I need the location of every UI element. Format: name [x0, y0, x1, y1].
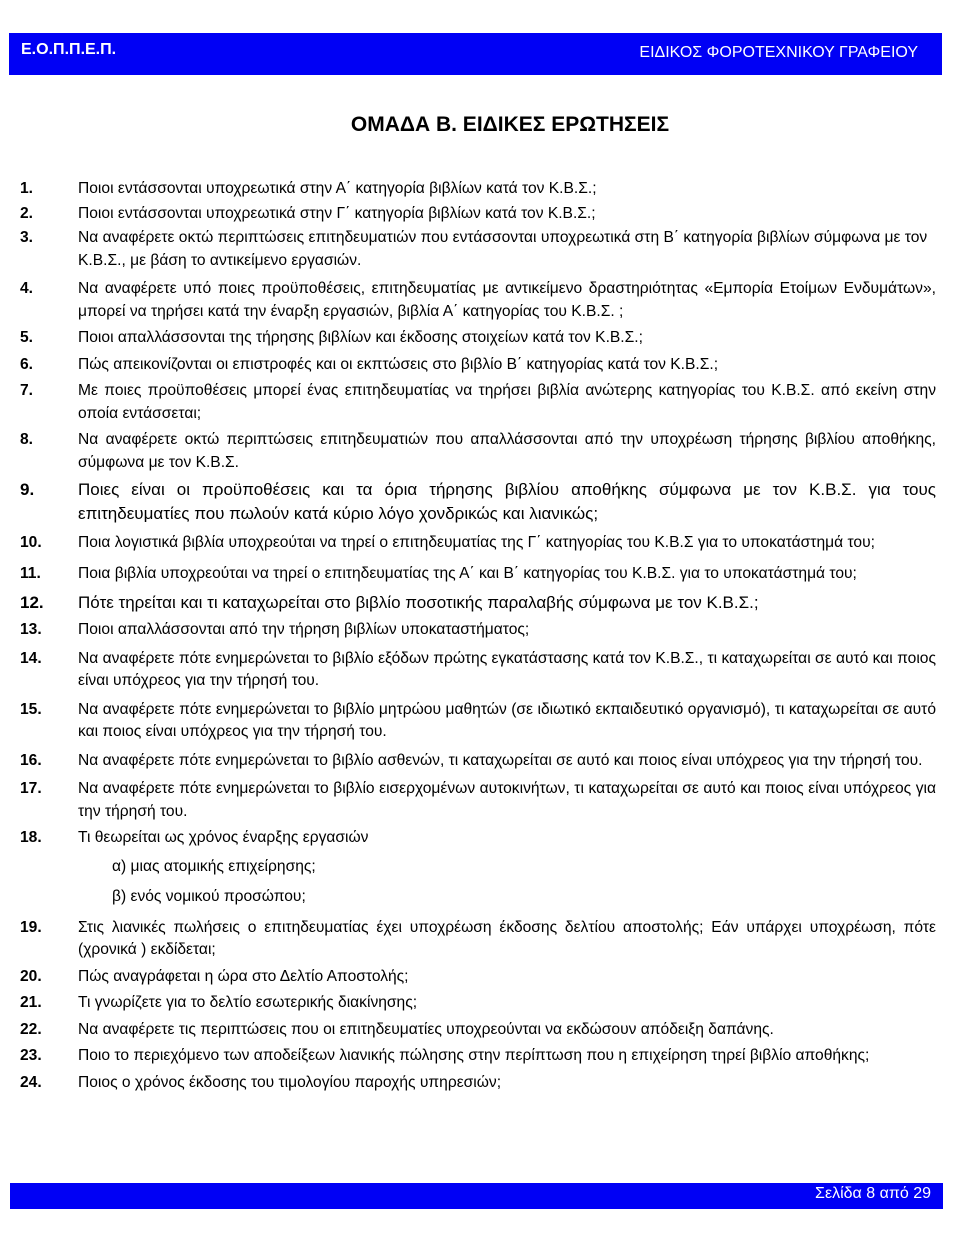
- page-title: ΟΜΑΔΑ Β. ΕΙΔΙΚΕΣ ΕΡΩΤΗΣΕΙΣ: [350, 113, 670, 136]
- question-item: [20, 699, 936, 744]
- question-text: Ποια λογιστικά βιβλία υποχρεούται να τηρεί ο επιτηδευματίας της Γ΄ κατηγορίας του Κ.Β.Σ για το υποκατάστημά του;: [78, 534, 875, 551]
- question-item: [20, 966, 936, 989]
- question-text: Ποια βιβλία υποχρεούται να τηρεί ο επιτηδευματίας της Α΄ και Β΄ κατηγορίας του Κ.Β.Σ. για το υποκατάστημά του;: [78, 564, 857, 582]
- question-text: Να αναφέρετε πότε ενημερώνεται το βιβλίο ασθενών, τι καταχωρείται σε αυτό και ποιος είναι υπόχρεος για την τήρησή του.: [78, 751, 923, 769]
- question-number: 11.: [20, 564, 41, 582]
- question-number: 3.: [20, 229, 34, 246]
- question-text: Τι θεωρείται ως χρόνος έναρξης εργασιών: [78, 829, 369, 846]
- question-number: 13.: [20, 621, 42, 638]
- header-title: ΕΙΔΙΚΟΣ ΦΟΡΟΤΕΧΝΙΚΟΥ ΓΡΑΦΕΙΟΥ: [639, 44, 918, 61]
- question-number: 6.: [20, 355, 34, 373]
- question-number: 2.: [20, 204, 34, 222]
- header-bar: [9, 33, 942, 75]
- question-item: [20, 327, 936, 350]
- question-number: 7.: [20, 382, 34, 399]
- question-text: Να αναφέρετε οκτώ περιπτώσεις επιτηδευματιών που απαλλάσσονται από την υποχρέωση τήρησης βιβλίου αποθήκης, σύμφωνα με τον Κ.Β.Σ.: [78, 431, 936, 471]
- question-text: Ποιο το περιεχόμενο των αποδείξεων λιανικής πώλησης στην περίπτωση που η επιχείρηση τηρεί βιβλίο αποθήκης;: [78, 1047, 870, 1064]
- question-number: 4.: [20, 280, 34, 297]
- question-subitem: α) μιας ατομικής επιχείρησης;: [112, 857, 316, 875]
- question-number: 22.: [20, 1020, 42, 1038]
- question-text: Πώς αναγράφεται η ώρα στο Δελτίο Αποστολής;: [78, 967, 409, 985]
- question-item: [20, 563, 936, 586]
- question-item: [20, 648, 936, 693]
- question-item: [20, 178, 936, 201]
- question-subitem: β) ενός νομικού προσώπου;: [112, 888, 306, 905]
- question-item: [20, 278, 936, 323]
- question-number: 14.: [20, 649, 42, 667]
- footer-bar: [10, 1183, 943, 1209]
- question-number: 16.: [20, 751, 42, 769]
- question-number: 1.: [20, 180, 34, 197]
- question-number: 24.: [20, 1073, 42, 1091]
- question-text: Ποιοι απαλλάσσονται της τήρησης βιβλίων και έκδοσης στοιχείων κατά τον Κ.Β.Σ.;: [78, 329, 643, 346]
- question-item: [20, 1019, 936, 1042]
- question-item: [20, 750, 936, 773]
- question-text: Να αναφέρετε πότε ενημερώνεται το βιβλίο εξόδων πρώτης εγκατάστασης κατά τον Κ.Β.Σ., τι καταχωρείται σε αυτό και ποιος είναι υπόχρεος για την τήρησή του.: [78, 649, 936, 689]
- question-item: [20, 478, 936, 526]
- question-item: [20, 380, 936, 425]
- question-item: [20, 591, 936, 615]
- question-number: 10.: [20, 534, 42, 551]
- question-text: Στις λιανικές πωλήσεις ο επιτηδευματίας έχει υποχρέωση έκδοσης δελτίου αποστολής; Εάν υπάρχει υποχρέωση, πότε (χρονικά ) εκδίδεται;: [78, 918, 936, 958]
- question-item: [20, 1045, 936, 1068]
- question-item: [20, 992, 936, 1015]
- question-item: [20, 619, 936, 642]
- question-item: [20, 227, 936, 272]
- question-text: Πώς απεικονίζονται οι επιστροφές και οι εκπτώσεις στο βιβλίο Β΄ κατηγορίας κατά τον Κ.Β.Σ.;: [78, 355, 719, 373]
- question-text: Να αναφέρετε οκτώ περιπτώσεις επιτηδευματιών που εντάσσονται υποχρεωτικά στη Β΄ κατηγορία βιβλίων σύμφωνα με τον Κ.Β.Σ., με βάση το αντικείμενο εργασιών.: [78, 229, 928, 269]
- question-text: Ποιοι απαλλάσσονται από την τήρηση βιβλίων υποκαταστήματος;: [78, 621, 530, 638]
- question-text: Ποιοι εντάσσονται υποχρεωτικά στην Γ΄ κατηγορία βιβλίων κατά τον Κ.Β.Σ.;: [78, 204, 596, 222]
- question-item: [20, 354, 936, 377]
- question-item: [20, 429, 936, 474]
- question-number: 23.: [20, 1047, 42, 1064]
- question-text: Ποιες είναι οι προϋποθέσεις και τα όρια τήρησης βιβλίου αποθήκης σύμφωνα με τον Κ.Β.Σ. για τους επιτηδευματίες που πωλούν κατά κύριο λόγο χονδρικώς και λιανικώς;: [78, 480, 936, 523]
- question-number: 17.: [20, 780, 42, 797]
- question-text: Να αναφέρετε υπό ποιες προϋποθέσεις, επιτηδευματίας με αντικείμενο δραστηριότητας «Εμπορία Ετοίμων Ενδυμάτων», μπορεί να τηρήσει κατά την έναρξη εργασιών, βιβλία Α΄ κατηγορίας του Κ.Β.Σ. ;: [78, 280, 936, 320]
- header-org: Ε.Ο.Π.Π.Ε.Π.: [21, 41, 117, 58]
- question-number: 21.: [20, 994, 42, 1011]
- question-number: 12.: [20, 593, 44, 612]
- question-text: Τι γνωρίζετε για το δελτίο εσωτερικής διακίνησης;: [78, 994, 418, 1011]
- question-text: Να αναφέρετε πότε ενημερώνεται το βιβλίο εισερχομένων αυτοκινήτων, τι καταχωρείται σε αυτό και ποιος είναι υπόχρεος για την τήρησή του.: [78, 780, 936, 820]
- question-number: 15.: [20, 700, 42, 718]
- question-item: [20, 1072, 936, 1095]
- question-list: [20, 178, 936, 1096]
- page-number: Σελίδα 8 από 29: [815, 1185, 931, 1202]
- question-number: 9.: [20, 480, 35, 499]
- question-text: Πότε τηρείται και τι καταχωρείται στο βιβλίο ποσοτικής παραλαβής σύμφωνα με τον Κ.Β.Σ.;: [78, 593, 759, 612]
- question-text: Ποιοι εντάσσονται υποχρεωτικά στην Α΄ κατηγορία βιβλίων κατά τον Κ.Β.Σ.;: [78, 180, 597, 197]
- question-number: 8.: [20, 431, 34, 448]
- question-text: Να αναφέρετε τις περιπτώσεις που οι επιτηδευματίες υποχρεούνται να εκδώσουν απόδειξη δαπάνης.: [78, 1020, 774, 1038]
- question-number: 5.: [20, 329, 34, 346]
- question-item: [20, 203, 936, 226]
- question-text: Με ποιες προϋποθέσεις μπορεί ένας επιτηδευματίας να τηρήσει βιβλία ανώτερης κατηγορίας του Κ.Β.Σ. από εκείνη στην οποία εντάσσεται;: [78, 382, 936, 422]
- question-item: [20, 532, 936, 555]
- question-item: [20, 827, 936, 850]
- question-item: [20, 778, 936, 823]
- question-item: [20, 917, 936, 962]
- question-text: Ποιος ο χρόνος έκδοσης του τιμολογίου παροχής υπηρεσιών;: [78, 1073, 502, 1091]
- question-number: 18.: [20, 829, 42, 846]
- question-number: 19.: [20, 918, 42, 936]
- question-text: Να αναφέρετε πότε ενημερώνεται το βιβλίο μητρώου μαθητών (σε ιδιωτικό εκπαιδευτικό οργανισμό), τι καταχωρείται σε αυτό και ποιος είναι υπόχρεος για την τήρησή του.: [78, 700, 936, 740]
- question-number: 20.: [20, 967, 42, 985]
